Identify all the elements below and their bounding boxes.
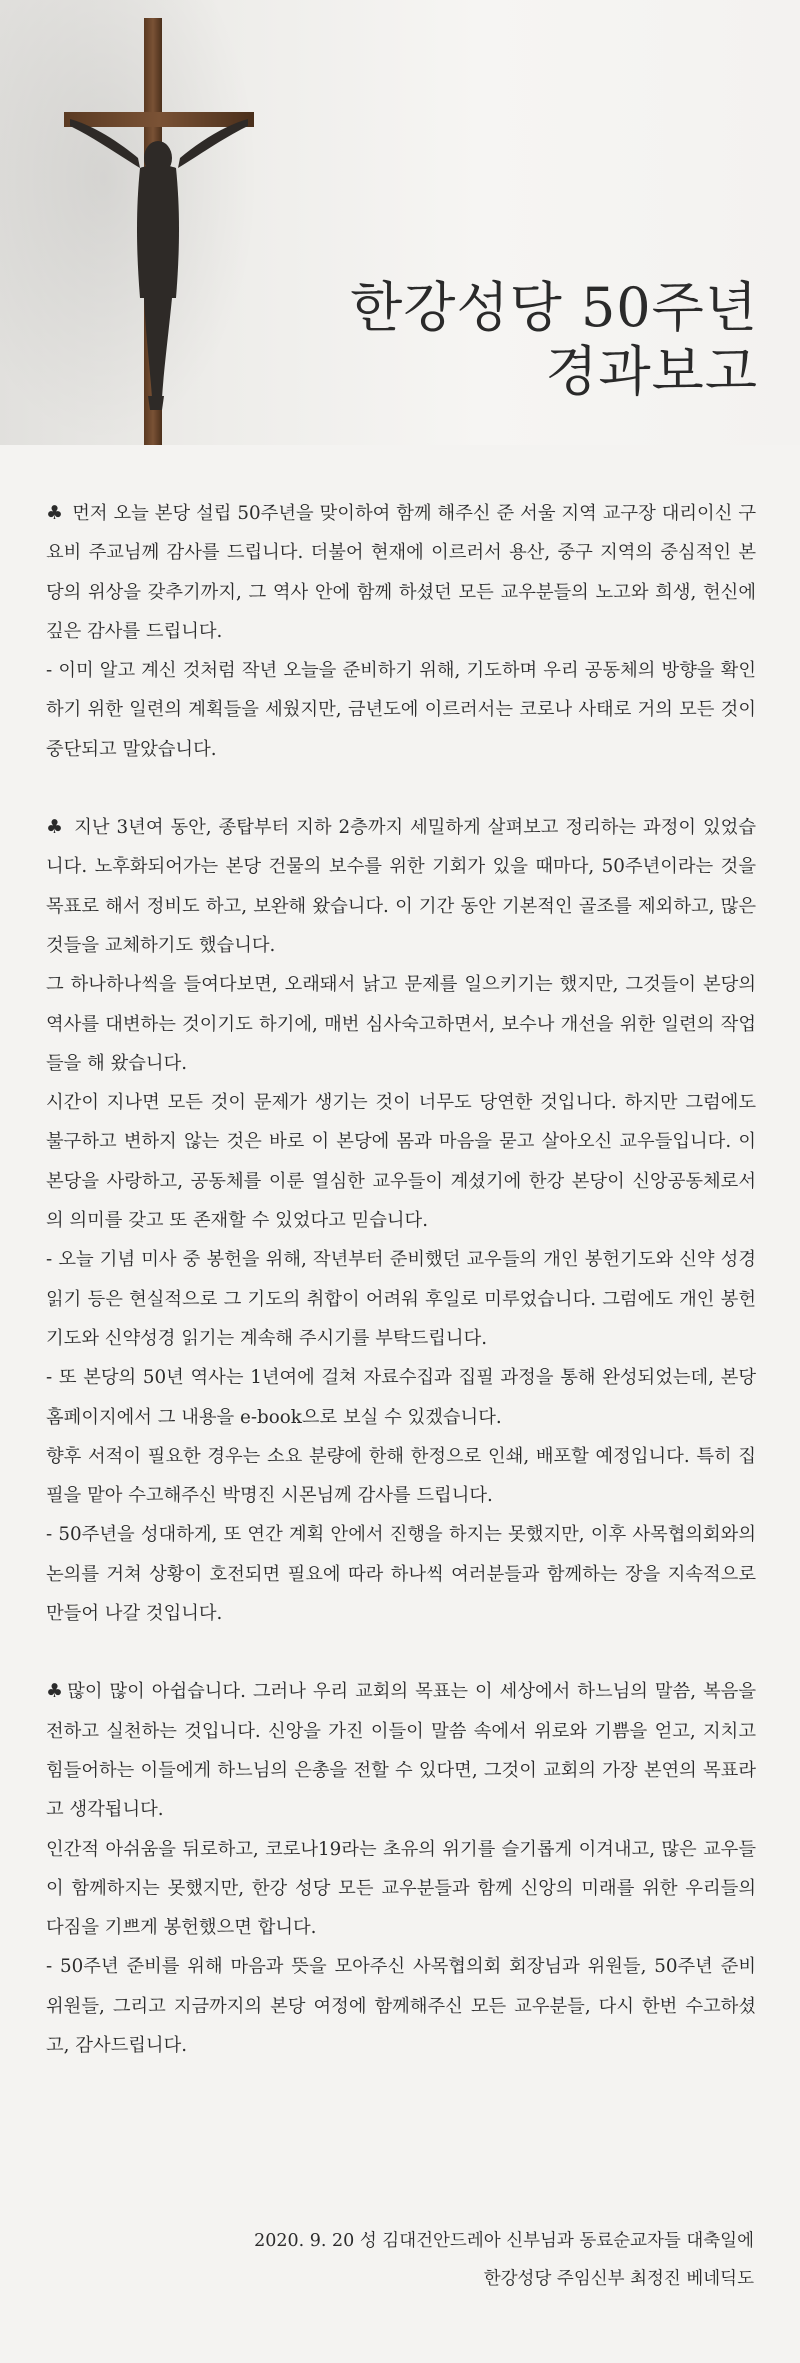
section-spacer [46,1633,756,1672]
section-spacer [46,769,756,808]
paragraph [46,494,756,651]
paragraph: 향후 서적이 필요한 경우는 소요 분량에 한해 한정으로 인쇄, 배포할 예정입니다. 특히 집필을 맡아 수고해주신 박명진 시몬님께 감사를 드립니다. [46,1445,756,1507]
clubs-suit-icon: ♣ [46,502,64,524]
paragraph: - 이미 알고 계신 것처럼 작년 오늘을 준비하기 위해, 기도하며 우리 공동체의 방향을 확인하기 위한 일련의 계획들을 세웠지만, 금년도에 이르러서는 코로나 사태로 거의 모든 것이 중단되고 말았습니다. [46,660,756,760]
section-1 [46,494,756,769]
paragraph [46,1672,756,1829]
signature-date-line: 2020. 9. 20 성 김대건안드레아 신부님과 동료순교자들 대축일에 [254,2231,754,2251]
hero-banner [0,0,800,445]
crucifix-image [40,18,280,445]
signature-block [254,2222,754,2298]
section-3 [46,1672,756,2065]
paragraph-text: 지난 3년여 동안, 종탑부터 지하 2층까지 세밀하게 살펴보고 정리하는 과정이 있었습니다. 노후화되어가는 본당 건물의 보수를 위한 기회가 있을 때마다, 50주년이라는 것을 목표로 해서 정비도 하고, 보완해 왔습니다. 이 기간 동안 기본적인 골조를 제외하고, 많은 것들을 교체하기도 했습니다. [46,817,756,956]
page-title [350,276,758,404]
paragraph: - 오늘 기념 미사 중 봉헌을 위해, 작년부터 준비했던 교우들의 개인 봉헌기도와 신약 성경 읽기 등은 현실적으로 그 기도의 취합이 어려워 후일로 미루었습니다. 그럼에도 개인 봉헌기도와 신약성경 읽기는 계속해 주시기를 부탁드립니다. [46,1249,756,1349]
clubs-suit-icon: ♣ [46,1680,65,1703]
paragraph-text: 많이 많이 아쉽습니다. 그러나 우리 교회의 목표는 이 세상에서 하느님의 말씀, 복음을 전하고 실천하는 것입니다. 신앙을 가진 이들이 말씀 속에서 위로와 기쁨을 얻고, 지치고 힘들어하는 이들에게 하느님의 은총을 전할 수 있다면, 그것이 교회의 가장 본연의 목표라고 생각됩니다. [46,1681,756,1821]
paragraph: - 50주년 준비를 위해 마음과 뜻을 모아주신 사목협의회 회장님과 위원들, 50주년 준비 위원들, 그리고 지금까지의 본당 여정에 함께해주신 모든 교우분들, 다시 한번 수고하셨고, 감사드립니다. [46,1956,756,2056]
paragraph: 그 하나하나씩을 들여다보면, 오래돼서 낡고 문제를 일으키기는 했지만, 그것들이 본당의 역사를 대변하는 것이기도 하기에, 매번 심사숙고하면서, 보수나 개선을 위한 일련의 작업들을 해 왔습니다. [46,974,756,1074]
paragraph: 인간적 아쉬움을 뒤로하고, 코로나19라는 초유의 위기를 슬기롭게 이겨내고, 많은 교우들이 함께하지는 못했지만, 한강 성당 모든 교우분들과 함께 신앙의 미래를 위한 우리들의 다짐을 기쁘게 봉헌했으면 합니다. [46,1838,756,1939]
paragraph: 시간이 지나면 모든 것이 문제가 생기는 것이 너무도 당연한 것입니다. 하지만 그럼에도 불구하고 변하지 않는 것은 바로 이 본당에 몸과 마음을 묻고 살아오신 교우들입니다. 이 본당을 사랑하고, 공동체를 이룬 열심한 교우들이 계셨기에 한강 본당이 신앙공동체로서의 의미를 갖고 또 존재할 수 있었다고 믿습니다. [46,1092,756,1232]
paragraph-text: 먼저 오늘 본당 설립 50주년을 맞이하여 함께 해주신 준 서울 지역 교구장 대리이신 구요비 주교님께 감사를 드립니다. 더불어 현재에 이르러서 용산, 중구 지역의 중심적인 본당의 위상을 갖추기까지, 그 역사 안에 함께 하셨던 모든 교우분들의 노고와 희생, 헌신에 깊은 감사를 드립니다. [46,503,756,642]
title-line-2: 경과보고 [545,340,758,403]
report-body [46,494,756,2065]
clubs-suit-icon: ♣ [46,816,65,839]
signature-author-line: 한강성당 주임신부 최정진 베네딕도 [483,2269,754,2289]
section-2 [46,808,756,1633]
paragraph: - 50주년을 성대하게, 또 연간 계획 안에서 진행을 하지는 못했지만, 이후 사목협의회와의 논의를 거쳐 상황이 호전되면 필요에 따라 하나씩 여러분들과 함께하는 장을 지속적으로 만들어 나갈 것입니다. [46,1524,756,1625]
paragraph [46,808,756,965]
title-line-1: 한강성당 50주년 [350,276,758,339]
paragraph: - 또 본당의 50년 역사는 1년여에 걸쳐 자료수집과 집필 과정을 통해 완성되었는데, 본당 홈페이지에서 그 내용을 e-book으로 보실 수 있겠습니다. [46,1367,756,1428]
